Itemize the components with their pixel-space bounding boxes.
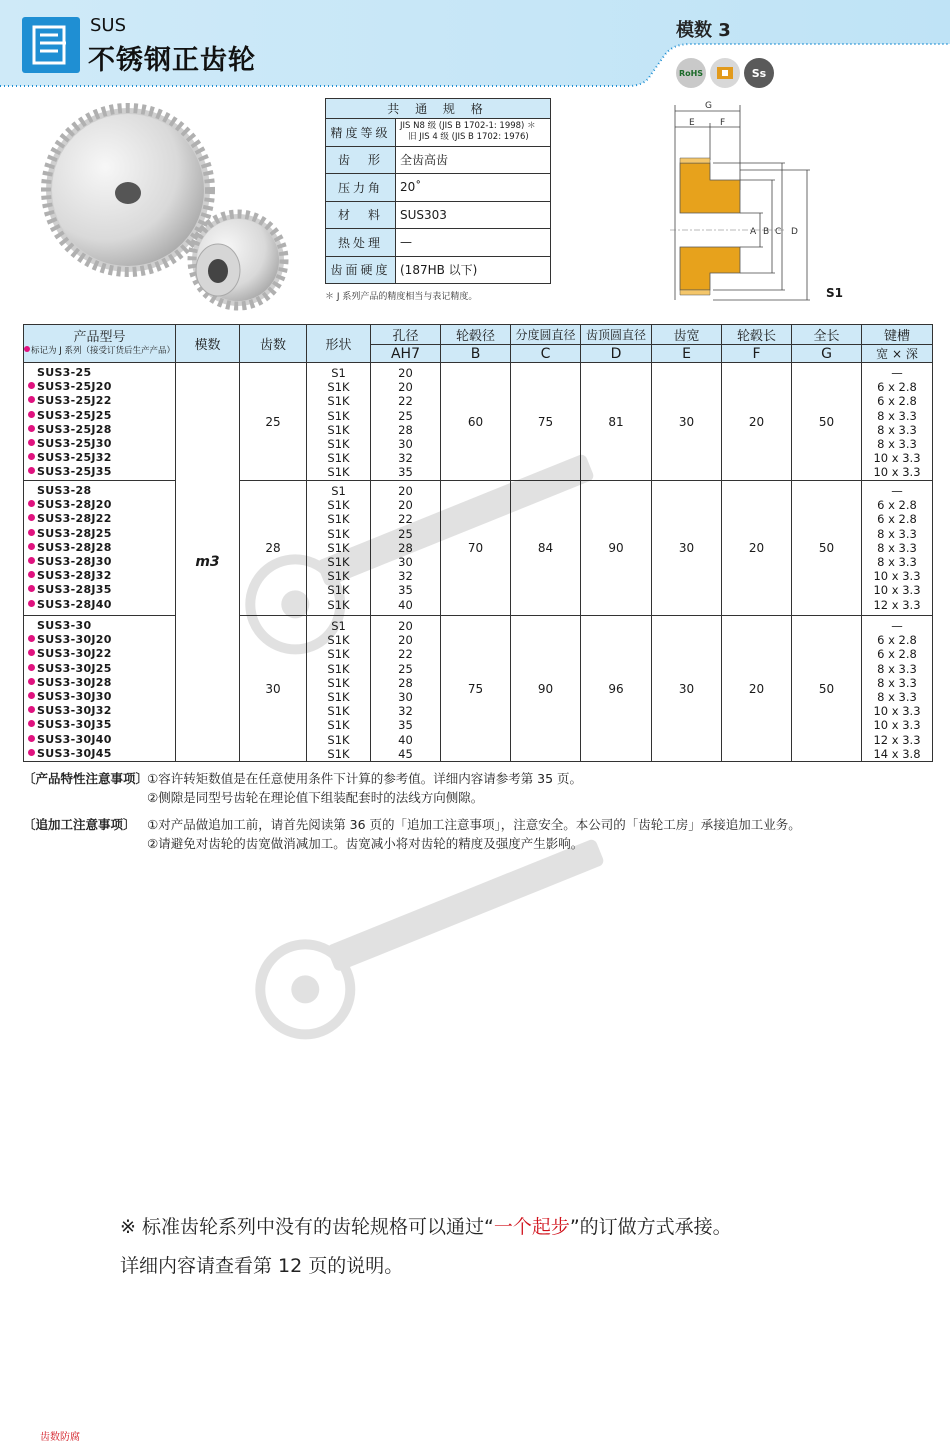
product-note-text: ①容许转矩数值是在任意使用条件下计算的参考值。详细内容请参考第 35 页。 (147, 771, 583, 786)
product-code: SUS3-30J20 (37, 633, 112, 647)
gear-material-icon (710, 58, 740, 88)
note-label-spacer (23, 834, 147, 853)
product-code: SUS3-25J30 (37, 436, 112, 450)
spec-value-line: JIS N8 级 (JIS B 1702-1: 1998) ＊ (400, 121, 536, 132)
table-cell-line: 35 (398, 718, 413, 733)
page-subtitle: SUS (90, 15, 127, 36)
col-sub-bore: AH7 (371, 345, 441, 363)
table-cell-line: S1K (327, 526, 350, 541)
table-cell-line: 25 (398, 526, 413, 541)
table-cell-line: 8 x 3.3 (877, 408, 917, 423)
col-header-keyway: 键槽 (862, 325, 933, 345)
product-code: SUS3-25J22 (37, 394, 112, 408)
page-title: 不锈钢正齿轮 (88, 45, 256, 76)
table-cell-line: 8 x 3.3 (877, 436, 917, 451)
catalog-icon (22, 17, 80, 73)
j-series-dot-icon (28, 571, 35, 578)
table-cell-line: 28 (398, 675, 413, 690)
table-cell-line: — (891, 366, 903, 380)
table-cell-line (24, 747, 175, 761)
table-cell-line: 10 x 3.3 (873, 569, 921, 584)
table-cell-line: 10 x 3.3 (873, 704, 921, 719)
product-code: SUS3-25J32 (37, 451, 112, 465)
table-cell-line: 32 (398, 569, 413, 584)
product-table (23, 324, 933, 762)
table-cell-line: 12 x 3.3 (873, 597, 921, 612)
product-note-row (23, 788, 801, 807)
table-cell-line (24, 733, 175, 747)
table-cell-line (24, 451, 175, 465)
table-cell-line: S1K (327, 718, 350, 733)
table-cell-line (24, 676, 175, 690)
col-header-module: 模数 (176, 325, 240, 363)
product-code: SUS3-28J40 (37, 597, 112, 611)
col-header-bore: 孔径 (371, 325, 441, 345)
j-series-dot-icon (28, 514, 35, 521)
common-spec-table (325, 98, 551, 284)
gear-product-photo (40, 95, 300, 320)
outer-dia-cell: 90 (581, 481, 652, 616)
table-cell-line: 6 x 2.8 (877, 633, 917, 648)
dim-c-label: C (775, 227, 782, 237)
table-cell-line (24, 633, 175, 647)
bore-cell (371, 363, 441, 481)
table-cell-line: S1K (327, 436, 350, 451)
table-cell-line (24, 465, 175, 479)
table-cell-line (24, 437, 175, 451)
table-cell-line: S1K (327, 647, 350, 662)
table-cell-line: 8 x 3.3 (877, 689, 917, 704)
col-header-face-width: 齿宽 (652, 325, 722, 345)
table-cell-line: S1K (327, 597, 350, 612)
spec-value: SUS303 (396, 201, 551, 229)
gear-dimension-drawing (665, 95, 845, 305)
j-series-dot-icon (28, 678, 35, 685)
hub-dia-cell: 60 (441, 363, 511, 481)
table-cell-line: 32 (398, 451, 413, 466)
spec-key: 齿 形 (326, 146, 396, 174)
teeth-cell: 25 (240, 363, 307, 481)
table-cell-line: S1K (327, 408, 350, 423)
table-cell-line: 45 (398, 746, 413, 761)
j-series-dot-icon (28, 557, 35, 564)
j-series-dot-icon (28, 500, 35, 507)
product-code: SUS3-30J40 (37, 732, 112, 746)
custom-order-detail: 详细内容请查看第 12 页的说明。 (120, 1255, 404, 1277)
product-note-row (23, 769, 801, 788)
j-series-dot-icon (28, 720, 35, 727)
hub-dia-cell: 75 (441, 616, 511, 762)
table-cell-line: 32 (398, 704, 413, 719)
product-code: SUS3-25 (37, 366, 92, 379)
table-cell-line: 20 (398, 633, 413, 648)
table-cell-line: S1K (327, 732, 350, 747)
table-cell-line (24, 647, 175, 661)
product-code: SUS3-28J28 (37, 540, 112, 554)
product-code-cell (24, 363, 176, 481)
table-cell-line: 35 (398, 465, 413, 480)
table-cell-line (24, 555, 175, 569)
table-cell-line: S1K (327, 451, 350, 466)
custom-order-text: ※ 标准齿轮系列中没有的齿轮规格可以通过“ (120, 1216, 494, 1238)
spec-value: 20˚ (396, 174, 551, 202)
spec-key: 齿面硬度 (326, 256, 396, 284)
table-cell-line: S1K (327, 583, 350, 598)
table-cell-line (24, 704, 175, 718)
process-note-row (23, 815, 801, 834)
j-series-dot-icon (24, 346, 30, 352)
custom-order-text: ”的订做方式承接。 (569, 1216, 732, 1238)
spec-value: — (396, 229, 551, 257)
j-series-dot-icon (28, 425, 35, 432)
col-header-code (24, 325, 176, 363)
product-code: SUS3-30 (37, 619, 92, 632)
dim-d-label: D (791, 227, 798, 237)
table-cell-line: 10 x 3.3 (873, 451, 921, 466)
table-cell-line: 20 (398, 366, 413, 380)
table-cell-line (24, 598, 175, 612)
module-label: 模数 3 (676, 20, 731, 41)
j-series-dot-icon (28, 706, 35, 713)
table-cell-line: 6 x 2.8 (877, 647, 917, 662)
table-cell-line: S1K (327, 689, 350, 704)
table-cell-line: S1K (327, 704, 350, 719)
table-cell-line: 12 x 3.3 (873, 732, 921, 747)
note-label-spacer (23, 788, 147, 807)
shape-cell (307, 363, 371, 481)
table-cell-line (24, 718, 175, 732)
table-cell-line: 20 (398, 619, 413, 633)
product-code: SUS3-28J22 (37, 512, 112, 526)
table-cell-line: 8 x 3.3 (877, 661, 917, 676)
dim-f-label: F (720, 118, 726, 128)
col-sub-outer-dia: D (581, 345, 652, 363)
outer-dia-cell: 96 (581, 616, 652, 762)
table-cell-line: 20 (398, 498, 413, 513)
module-cell: m3 (176, 363, 240, 762)
j-series-dot-icon (28, 453, 35, 460)
col-sub-keyway: 宽 × 深 (862, 345, 933, 363)
face-width-cell: 30 (652, 616, 722, 762)
custom-order-highlight: 一个起步 (493, 1216, 570, 1238)
table-cell-line: S1K (327, 633, 350, 648)
table-cell-line: 10 x 3.3 (873, 583, 921, 598)
table-cell-line: 25 (398, 408, 413, 423)
table-cell-line: 30 (398, 436, 413, 451)
product-code: SUS3-28J30 (37, 554, 112, 568)
certification-badges (676, 58, 774, 88)
table-cell-line: S1K (327, 554, 350, 569)
bore-cell (371, 481, 441, 616)
col-header-total-len: 全长 (792, 325, 862, 345)
j-series-dot-icon (28, 635, 35, 642)
total-len-cell: 50 (792, 616, 862, 762)
bottom-red-text: 齿数防腐 (40, 1432, 80, 1443)
notes-section (23, 769, 801, 853)
table-cell-line (24, 409, 175, 423)
table-cell-line: 6 x 2.8 (877, 498, 917, 513)
table-cell-line: S1K (327, 512, 350, 527)
process-note-text: ②请避免对齿轮的齿宽做消减加工。齿宽减小将对齿轮的精度及强度产生影响。 (147, 836, 584, 851)
product-code: SUS3-30J25 (37, 661, 112, 675)
bore-cell (371, 616, 441, 762)
spec-value: (187HB 以下) (396, 256, 551, 284)
product-table-body (24, 363, 933, 762)
table-cell-line: S1K (327, 540, 350, 555)
table-cell-line (24, 484, 175, 498)
col-header-code-note (24, 346, 175, 357)
product-code: SUS3-28J35 (37, 583, 112, 597)
j-series-dot-icon (28, 749, 35, 756)
total-len-cell: 50 (792, 363, 862, 481)
j-series-dot-icon (28, 411, 35, 418)
table-cell-line (24, 569, 175, 583)
spec-value (396, 119, 551, 147)
table-cell-line: 8 x 3.3 (877, 422, 917, 437)
product-code-cell (24, 481, 176, 616)
keyway-cell (862, 616, 933, 762)
product-code: SUS3-30J35 (37, 718, 112, 732)
spec-value: 全齿高齿 (396, 146, 551, 174)
hub-len-cell: 20 (722, 481, 792, 616)
outer-dia-cell: 81 (581, 363, 652, 481)
spec-key: 压力角 (326, 174, 396, 202)
table-cell-line (24, 423, 175, 437)
table-cell-line: 22 (398, 512, 413, 527)
table-cell-line (24, 498, 175, 512)
table-cell-line: S1 (331, 484, 346, 498)
stainless-badge-icon: Ss (744, 58, 774, 88)
table-row-group (24, 363, 933, 481)
table-cell-line: 8 x 3.3 (877, 554, 917, 569)
hub-len-cell: 20 (722, 616, 792, 762)
face-width-cell: 30 (652, 481, 722, 616)
product-code: SUS3-25J25 (37, 408, 112, 422)
table-cell-line: 8 x 3.3 (877, 526, 917, 541)
product-code: SUS3-25J35 (37, 465, 112, 479)
j-series-dot-icon (28, 692, 35, 699)
product-code: SUS3-25J28 (37, 422, 112, 436)
total-len-cell: 50 (792, 481, 862, 616)
teeth-cell: 30 (240, 616, 307, 762)
table-cell-line (24, 690, 175, 704)
shape-cell (307, 616, 371, 762)
spec-footnote: ＊ J 系列产品的精度相当与表记精度。 (325, 292, 478, 302)
table-cell-line (24, 380, 175, 394)
table-cell-line: 40 (398, 732, 413, 747)
table-cell-line: 6 x 2.8 (877, 512, 917, 527)
table-cell-line: 14 x 3.8 (873, 746, 921, 761)
col-sub-total-len: G (792, 345, 862, 363)
pitch-dia-cell: 90 (511, 616, 581, 762)
j-series-dot-icon (28, 585, 35, 592)
table-cell-line (24, 583, 175, 597)
j-series-dot-icon (28, 396, 35, 403)
process-note-label: 〔追加工注意事项〕 (23, 817, 136, 832)
table-cell-line: 10 x 3.3 (873, 718, 921, 733)
table-cell-line: 22 (398, 647, 413, 662)
hub-dia-cell: 70 (441, 481, 511, 616)
table-cell-line: S1K (327, 380, 350, 395)
product-code: SUS3-28 (37, 484, 92, 497)
face-width-cell: 30 (652, 363, 722, 481)
custom-order-note (120, 1212, 732, 1239)
table-cell-line: 28 (398, 422, 413, 437)
pitch-dia-cell: 75 (511, 363, 581, 481)
table-cell-line: S1 (331, 619, 346, 633)
product-code: SUS3-30J30 (37, 689, 112, 703)
table-cell-line (24, 662, 175, 676)
table-cell-line: 20 (398, 484, 413, 498)
rohs-badge-icon: RoHS (676, 58, 706, 88)
product-code: SUS3-30J22 (37, 647, 112, 661)
table-cell-line: 30 (398, 554, 413, 569)
table-cell-line (24, 512, 175, 526)
col-header-outer-dia: 齿顶圆直径 (581, 325, 652, 345)
j-series-dot-icon (28, 735, 35, 742)
table-cell-line: 6 x 2.8 (877, 394, 917, 409)
table-cell-line (24, 394, 175, 408)
dim-e-label: E (689, 118, 695, 128)
product-code: SUS3-28J25 (37, 526, 112, 540)
shape-s1-label: S1 (826, 286, 843, 300)
note-gap (23, 807, 801, 815)
table-cell-line: 40 (398, 597, 413, 612)
table-cell-line: S1K (327, 465, 350, 480)
spec-value-line: 旧 JIS 4 级 (JIS B 1702: 1976) (408, 132, 529, 143)
product-code: SUS3-28J20 (37, 498, 112, 512)
product-note-label: 〔产品特性注意事项〕 (23, 771, 149, 786)
j-series-dot-icon (28, 382, 35, 389)
keyway-cell (862, 363, 933, 481)
col-header-pitch-dia: 分度圆直径 (511, 325, 581, 345)
table-cell-line: 30 (398, 689, 413, 704)
product-code-cell (24, 616, 176, 762)
product-code: SUS3-30J28 (37, 675, 112, 689)
dim-g-label: G (705, 101, 712, 111)
spec-key: 材 料 (326, 201, 396, 229)
table-cell-line: S1K (327, 661, 350, 676)
col-sub-hub-len: F (722, 345, 792, 363)
code-note-text: 标记为 J 系列（接受订货后生产产品） (31, 346, 175, 356)
product-code: SUS3-30J32 (37, 704, 112, 718)
table-cell-line: 20 (398, 380, 413, 395)
col-sub-hub-dia: B (441, 345, 511, 363)
keyway-cell (862, 481, 933, 616)
j-series-dot-icon (28, 529, 35, 536)
table-cell-line: 22 (398, 394, 413, 409)
table-cell-line: 8 x 3.3 (877, 540, 917, 555)
product-code: SUS3-30J45 (37, 746, 112, 760)
dim-a-label: A (750, 227, 757, 237)
table-cell-line: S1K (327, 394, 350, 409)
col-header-shape: 形状 (307, 325, 371, 363)
table-cell-line: S1K (327, 498, 350, 513)
table-cell-line: 25 (398, 661, 413, 676)
spec-key: 热处理 (326, 229, 396, 257)
j-series-dot-icon (28, 543, 35, 550)
col-header-teeth: 齿数 (240, 325, 307, 363)
process-note-text: ①对产品做追加工前，请首先阅读第 36 页的「追加工注意事项」，注意安全。本公司的「齿轮工房」承接追加工业务。 (147, 817, 801, 832)
table-cell-line: — (891, 484, 903, 498)
table-row-group (24, 616, 933, 762)
table-row-group (24, 481, 933, 616)
table-cell-line: S1K (327, 746, 350, 761)
col-header-hub-len: 轮毂长 (722, 325, 792, 345)
product-code: SUS3-28J32 (37, 569, 112, 583)
table-cell-line (24, 541, 175, 555)
teeth-cell: 28 (240, 481, 307, 616)
product-note-text: ②侧隙是同型号齿轮在理论值下组装配套时的法线方向侧隙。 (147, 790, 484, 805)
j-series-dot-icon (28, 600, 35, 607)
hub-len-cell: 20 (722, 363, 792, 481)
table-cell-line: — (891, 619, 903, 633)
table-cell-line (24, 527, 175, 541)
dim-b-label: B (763, 227, 770, 237)
j-series-dot-icon (28, 467, 35, 474)
table-cell-line: S1 (331, 366, 346, 380)
table-cell-line: S1K (327, 569, 350, 584)
shape-cell (307, 481, 371, 616)
spec-heading: 共 通 规 格 (326, 99, 551, 119)
pitch-dia-cell: 84 (511, 481, 581, 616)
col-header-code-text: 产品型号 (73, 330, 126, 345)
table-cell-line: 10 x 3.3 (873, 465, 921, 480)
table-cell-line: S1K (327, 675, 350, 690)
col-sub-pitch-dia: C (511, 345, 581, 363)
col-header-hub-dia: 轮毂径 (441, 325, 511, 345)
j-series-dot-icon (28, 649, 35, 656)
j-series-dot-icon (28, 664, 35, 671)
product-code: SUS3-25J20 (37, 380, 112, 394)
table-cell-line: 35 (398, 583, 413, 598)
process-note-row (23, 834, 801, 853)
table-cell-line (24, 366, 175, 380)
table-cell-line (24, 619, 175, 633)
spec-key: 精度等级 (326, 119, 396, 147)
table-cell-line: 28 (398, 540, 413, 555)
table-cell-line: S1K (327, 422, 350, 437)
table-cell-line: 6 x 2.8 (877, 380, 917, 395)
j-series-dot-icon (28, 439, 35, 446)
col-sub-face-width: E (652, 345, 722, 363)
table-cell-line: 8 x 3.3 (877, 675, 917, 690)
